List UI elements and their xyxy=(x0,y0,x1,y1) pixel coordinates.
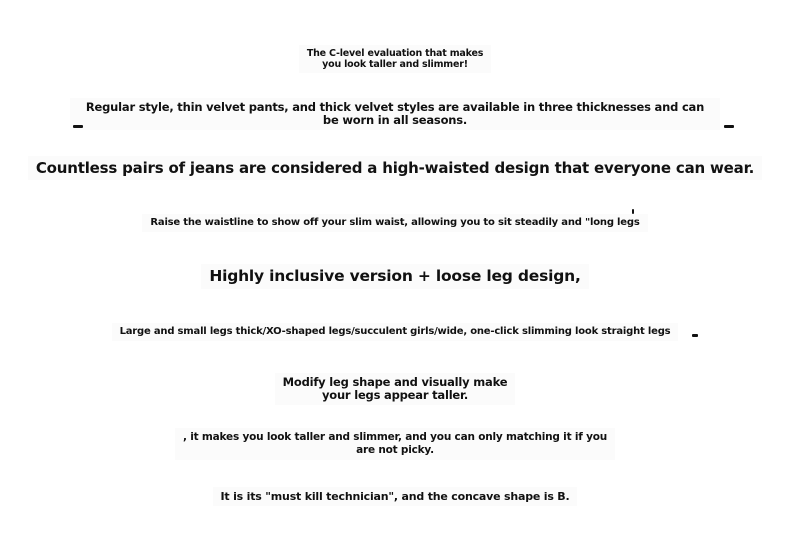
stray-mark-comma xyxy=(632,209,634,214)
stray-mark-dot xyxy=(692,334,698,337)
text-line-7: Modify leg shape and visually make your legs appear taller. xyxy=(0,373,790,405)
text-line-9: It is its "must kill technician", and the concave shape is B. xyxy=(0,487,790,506)
text-line-1: The C-level evaluation that makes you look taller and slimmer! xyxy=(0,45,790,73)
text-line-4: Raise the waistline to show off your slim waist, allowing you to sit steadily and "long legs xyxy=(0,214,790,232)
text-line-8: , it makes you look taller and slimmer, and you can only matching it if you are not picky. xyxy=(0,428,790,460)
text-line-3: Countless pairs of jeans are considered a high-waisted design that everyone can wear. xyxy=(0,156,790,180)
stray-mark-right xyxy=(724,125,734,128)
text-line-6: Large and small legs thick/XO-shaped legs/succulent girls/wide, one-click slimming look straight legs xyxy=(0,323,790,341)
text-line-5: Highly inclusive version + loose leg design, xyxy=(0,264,790,289)
stray-mark-left xyxy=(73,125,83,128)
text-line-2: Regular style, thin velvet pants, and thick velvet styles are available in three thicknesses and can be worn in all seasons. xyxy=(0,98,790,130)
